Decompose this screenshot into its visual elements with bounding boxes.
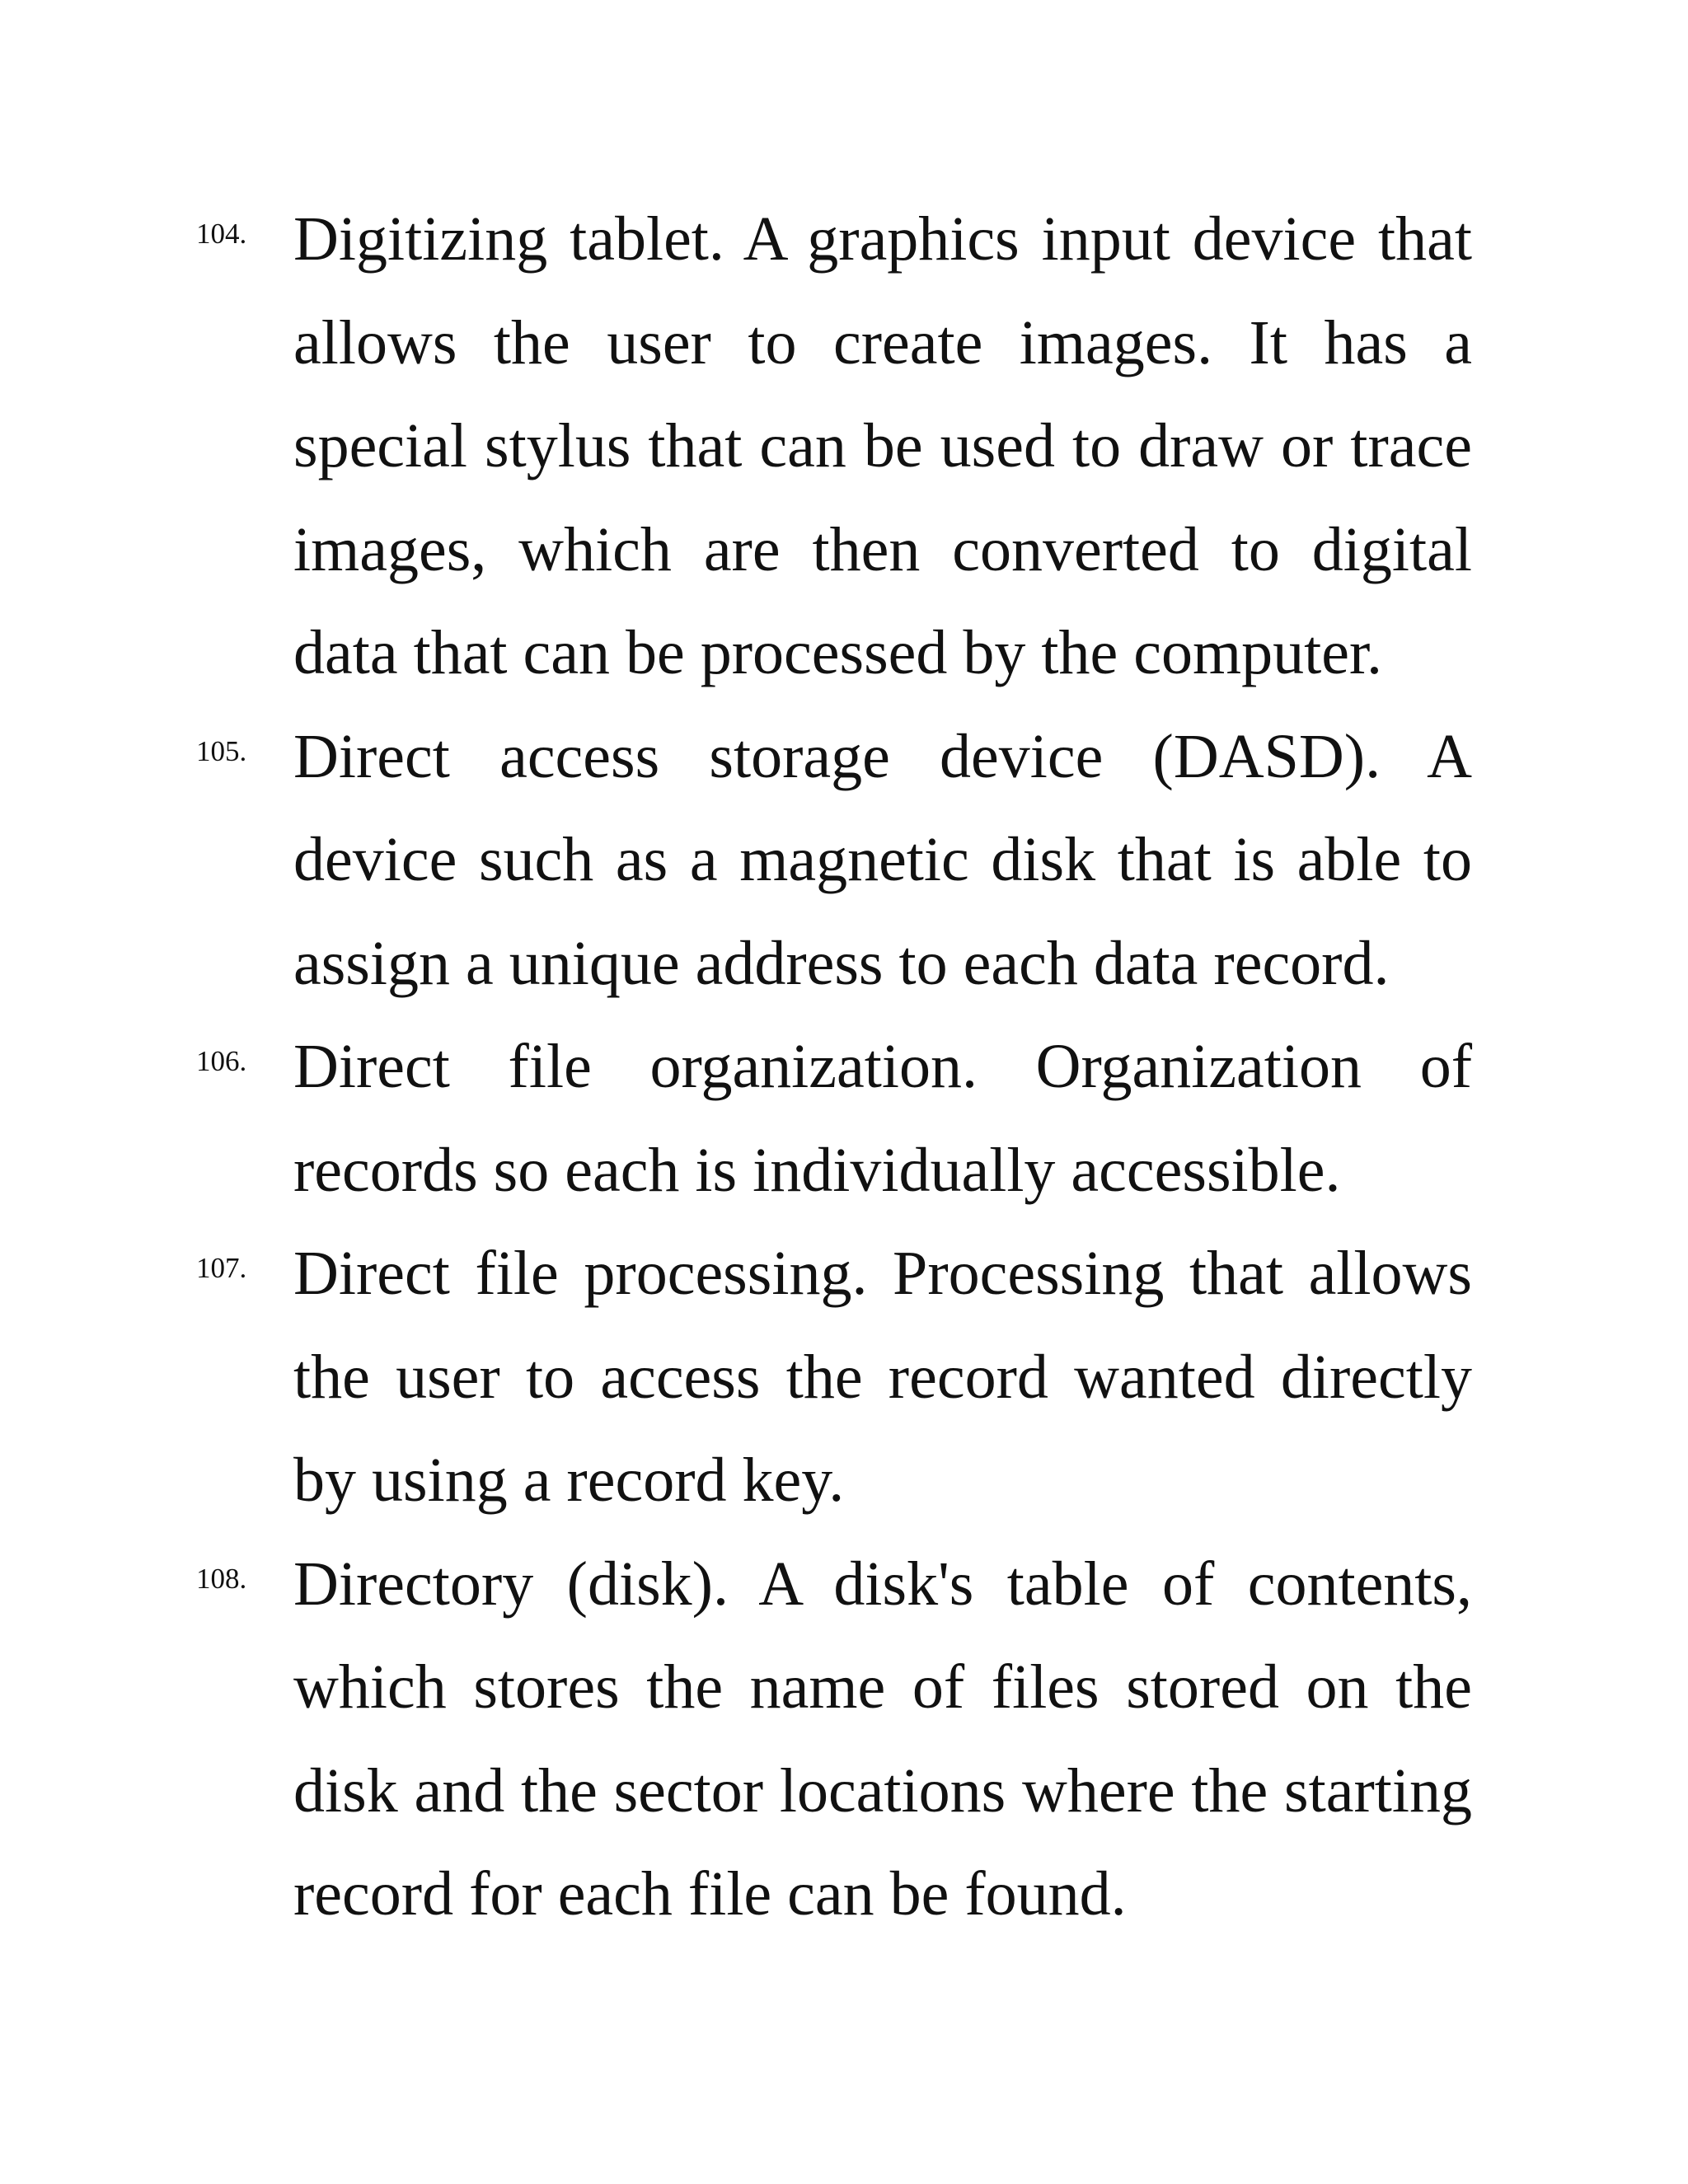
entry-number: 105.: [196, 734, 247, 767]
glossary-entry-105: [196, 705, 1472, 1016]
entry-text: Directory (disk). A disk's table of contents, which stores the name of files stored on the disk and the sector locations where the starting record for each file can be found.: [293, 1549, 1472, 1929]
glossary-entry-104: [196, 188, 1472, 705]
entry-text: Digitizing tablet. A graphics input device that allows the user to create images. It has a special stylus that can be used to draw or trace images, which are then converted to digital data that can be processed by the computer.: [293, 204, 1472, 687]
glossary-entry-107: [196, 1222, 1472, 1533]
glossary-entry-106: [196, 1015, 1472, 1222]
entry-number: 104.: [196, 218, 247, 250]
entry-text: Direct access storage device (DASD). A device such as a magnetic disk that is able to assign a unique address to each data record.: [293, 721, 1472, 998]
entry-text: Direct file processing. Processing that allows the user to access the record wanted directly by using a record key.: [293, 1239, 1472, 1515]
entry-number: 108.: [196, 1562, 247, 1595]
glossary-list: [196, 188, 1472, 1947]
entry-number: 107.: [196, 1252, 247, 1284]
entry-number: 106.: [196, 1045, 247, 1077]
entry-text: Direct file organization. Organization of records so each is individually accessible.: [293, 1032, 1472, 1205]
glossary-entry-108: [196, 1533, 1472, 1947]
